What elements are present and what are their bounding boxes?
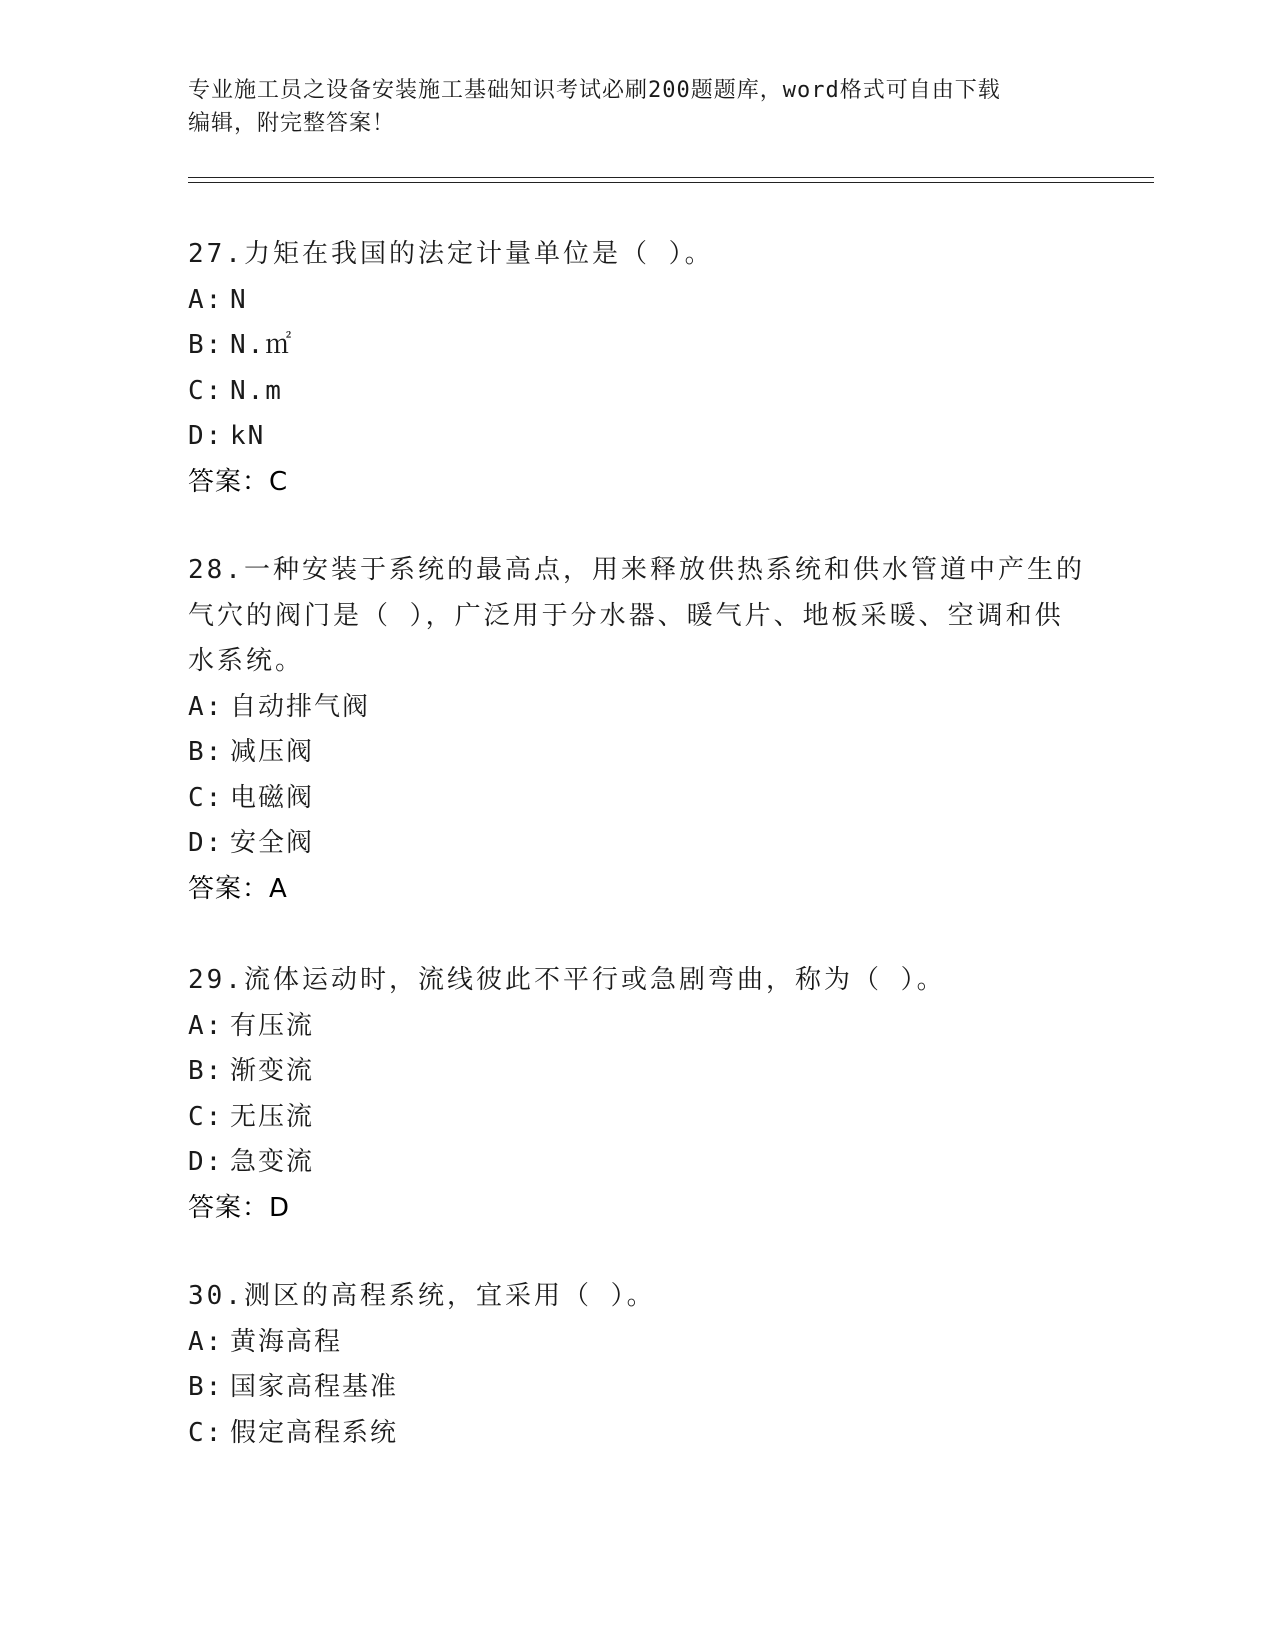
option-c [188,369,1088,415]
option-text: 电磁阀 [230,782,315,813]
option-d [188,1140,1088,1186]
option-letter: B: [188,1056,224,1086]
header-title-line1: 专业施工员之设备安装施工基础知识考试必刷200题题库，word格式可自由下载 [188,78,1001,103]
answer-line: 答案：D [188,1192,291,1223]
option-b [188,1049,1088,1095]
question-stem-line-3: 水系统。 [188,646,305,676]
answer-line: 答案：C [188,466,289,497]
header-divider-bottom [188,182,1154,183]
option-letter: B: [188,737,224,767]
option-c [188,776,1088,822]
option-text: N.m [230,375,283,406]
option-text: kN [230,421,266,451]
option-letter: C: [188,375,224,406]
option-text: 自动排气阀 [230,691,371,722]
option-letter: D: [188,421,224,451]
document-header [188,74,1088,140]
option-letter: B: [188,330,224,360]
option-text: 渐变流 [230,1056,315,1086]
option-a [188,1004,1088,1050]
option-letter: A: [188,284,224,315]
option-c [188,1095,1088,1141]
option-text: N [230,284,248,315]
option-letter: A: [188,1010,224,1041]
question-29 [188,958,1088,1231]
option-text: 有压流 [230,1010,315,1041]
answer-line: 答案：A [188,873,288,904]
option-d [188,821,1088,867]
option-text: 假定高程系统 [230,1417,399,1448]
header-divider-top [188,177,1154,178]
option-letter: D: [188,1147,224,1177]
option-text: 黄海高程 [230,1326,343,1357]
option-letter: A: [188,691,224,722]
question-28 [188,548,1088,912]
option-b [188,730,1088,776]
question-27 [188,232,1088,505]
option-letter: B: [188,1372,224,1402]
option-c [188,1411,1088,1457]
option-a [188,685,1088,731]
option-d [188,414,1088,460]
option-letter: C: [188,1417,224,1448]
option-text: 减压阀 [230,737,315,767]
option-letter: C: [188,1101,224,1132]
option-b [188,323,1088,369]
option-text: 急变流 [230,1147,315,1177]
option-letter: D: [188,828,224,858]
question-30 [188,1274,1088,1456]
question-stem: 30.测区的高程系统，宜采用（ ）。 [188,1281,656,1311]
option-text: 国家高程基准 [230,1372,399,1402]
question-stem-line-1: 28.一种安装于系统的最高点，用来释放供热系统和供水管道中产生的 [188,555,1085,585]
question-stem: 27.力矩在我国的法定计量单位是（ ）。 [188,239,714,269]
option-text: N.㎡ [230,330,294,360]
option-letter: C: [188,782,224,813]
option-text: 安全阀 [230,828,315,858]
option-text: 无压流 [230,1101,315,1132]
question-stem: 29.流体运动时，流线彼此不平行或急剧弯曲，称为（ ）。 [188,965,946,995]
option-a [188,278,1088,324]
question-stem-line-2: 气穴的阀门是（ ），广泛用于分水器、暖气片、地板采暖、空调和供 [188,600,1064,631]
option-a [188,1320,1088,1366]
header-title-line2: 编辑，附完整答案！ [188,111,396,136]
option-letter: A: [188,1326,224,1357]
option-b [188,1365,1088,1411]
